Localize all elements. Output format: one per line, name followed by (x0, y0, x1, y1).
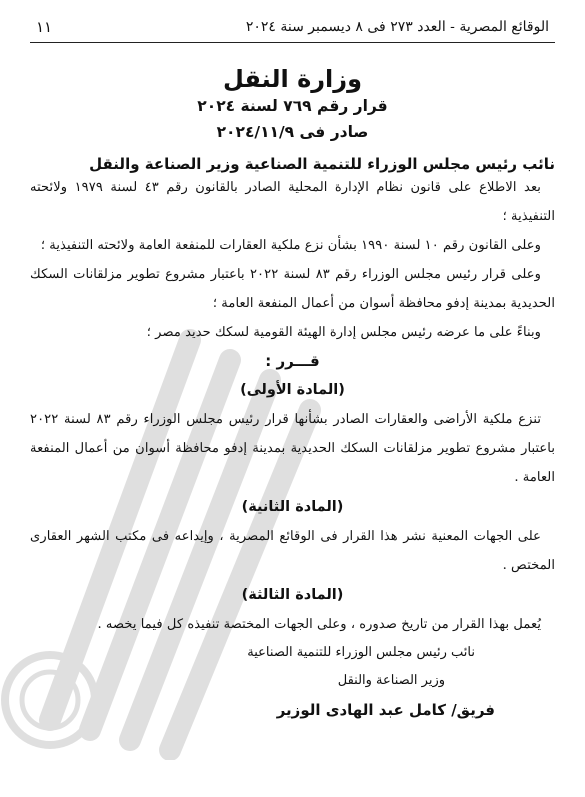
page-number: ١١ (36, 18, 53, 36)
preamble-paragraph: بعد الاطلاع على قانون نظام الإدارة المحلية الصادر بالقانون رقم ٤٣ لسنة ١٩٧٩ ولائحته التنفيذية ؛ (30, 180, 555, 224)
gazette-issue-title: الوقائع المصرية - العدد ٢٧٣ فى ٨ ديسمبر سنة ٢٠٢٤ (245, 19, 549, 35)
signature-title-line: نائب رئيس مجلس الوزراء للتنمية الصناعية (247, 645, 475, 660)
preamble-paragraph: وعلى قرار رئيس مجلس الوزراء رقم ٨٣ لسنة ٢٠٢٢ باعتبار مشروع تطوير مزلقانات السكك الحديدية بمدينة إدفو محافظة أسوان من أعمال المنفعة العامة ؛ (30, 267, 555, 311)
preamble-paragraph: وعلى القانون رقم ١٠ لسنة ١٩٩٠ بشأن نزع ملكية العقارات للمنفعة العامة ولائحته التنفيذية ؛ (40, 238, 541, 253)
article-title: (المادة الأولى) (240, 382, 345, 398)
ministry-title: وزارة النقل (222, 65, 363, 93)
preamble-paragraph: وبناءً على ما عرضه رئيس مجلس إدارة الهيئة القومية لسكك حديد مصر ؛ (146, 325, 541, 340)
article-text: على الجهات المعنية نشر هذا القرار فى الوقائع المصرية ، وإيداعه فى مكتب الشهر العقارى المختص . (30, 529, 555, 573)
article-text: يُعمل بهذا القرار من تاريخ صدوره ، وعلى الجهات المختصة تنفيذه كل فيما يخصه . (97, 617, 541, 632)
page-header (30, 18, 555, 43)
article-title: (المادة الثانية) (241, 499, 344, 515)
decree-date: صادر فى ٢٠٢٤/١١/٩ (216, 123, 369, 141)
issuing-authority: نائب رئيس مجلس الوزراء للتنمية الصناعية وزير الصناعة والنقل (89, 155, 555, 173)
decree-number: قرار رقم ٧٦٩ لسنة ٢٠٢٤ (197, 97, 388, 115)
signatory-name: فريق/ كامل عبد الهادى الوزير (276, 701, 495, 719)
article-text: تنزع ملكية الأراضى والعقارات الصادر بشأنها قرار رئيس مجلس الوزراء رقم ٨٣ لسنة ٢٠٢٢ باعتبار مشروع تطوير مزلقانات السكك الحديدية بمدينة إدفو محافظة أسوان من أعمال المنفعة العامة . (30, 412, 555, 485)
article-title: (المادة الثالثة) (241, 587, 344, 603)
signature-title-line: وزير الصناعة والنقل (337, 673, 445, 688)
decided-heading: قـــرر : (265, 352, 320, 370)
